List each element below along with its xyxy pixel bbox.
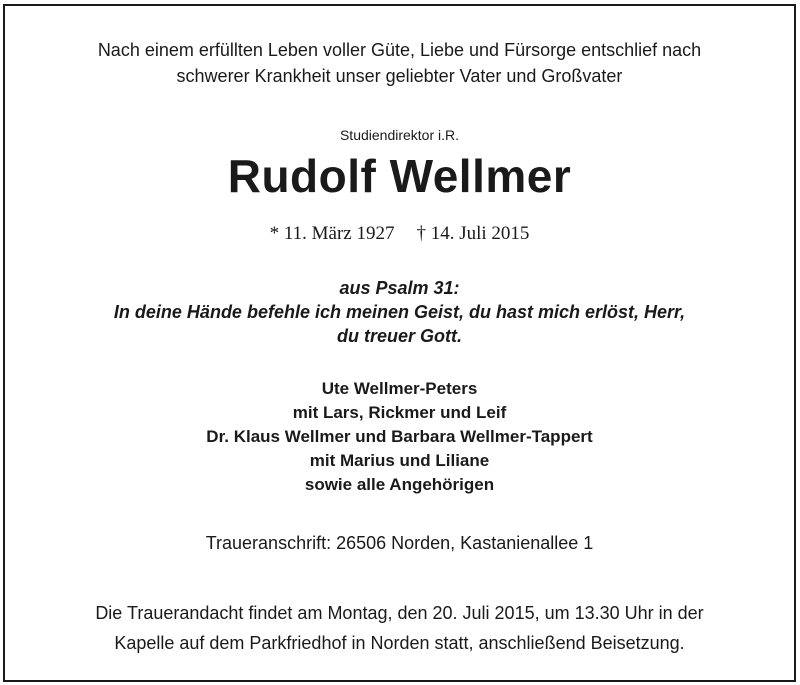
service-line-1: Die Trauerandacht findet am Montag, den 20. Juli 2015, um 13.30 Uhr in der <box>95 603 704 623</box>
psalm-quote <box>5 276 794 348</box>
birth-date: * 11. März 1927 <box>269 223 395 244</box>
service-line-2: Kapelle auf dem Parkfriedhof in Norden statt, anschließend Beisetzung. <box>114 633 685 653</box>
service-info <box>5 598 794 658</box>
family-member: sowie alle Angehörigen <box>304 475 495 494</box>
psalm-line-1: In deine Hände befehle ich meinen Geist, du hast mich erlöst, Herr, <box>113 302 686 322</box>
family-list <box>5 377 794 497</box>
psalm-source: aus Psalm 31: <box>339 278 460 298</box>
family-member: mit Marius und Liliane <box>309 451 490 470</box>
death-date: † 14. Juli 2015 <box>416 223 530 244</box>
deceased-title: Studiendirektor i.R. <box>339 127 460 143</box>
intro-line-1: Nach einem erfüllten Leben voller Güte, Liebe und Fürsorge entschlief nach <box>97 40 702 60</box>
psalm-line-2: du treuer Gott. <box>337 326 462 346</box>
mourning-address: Traueranschrift: 26506 Norden, Kastanienallee 1 <box>205 533 594 553</box>
obituary-notice <box>3 4 796 682</box>
family-member: Dr. Klaus Wellmer und Barbara Wellmer-Tappert <box>206 427 593 446</box>
life-dates <box>5 223 794 245</box>
intro-text <box>5 37 794 89</box>
deceased-name: Rudolf Wellmer <box>227 150 572 202</box>
family-member: Ute Wellmer-Peters <box>321 379 478 398</box>
family-member: mit Lars, Rickmer und Leif <box>292 403 507 422</box>
intro-line-2: schwerer Krankheit unser geliebter Vater und Großvater <box>176 66 623 86</box>
